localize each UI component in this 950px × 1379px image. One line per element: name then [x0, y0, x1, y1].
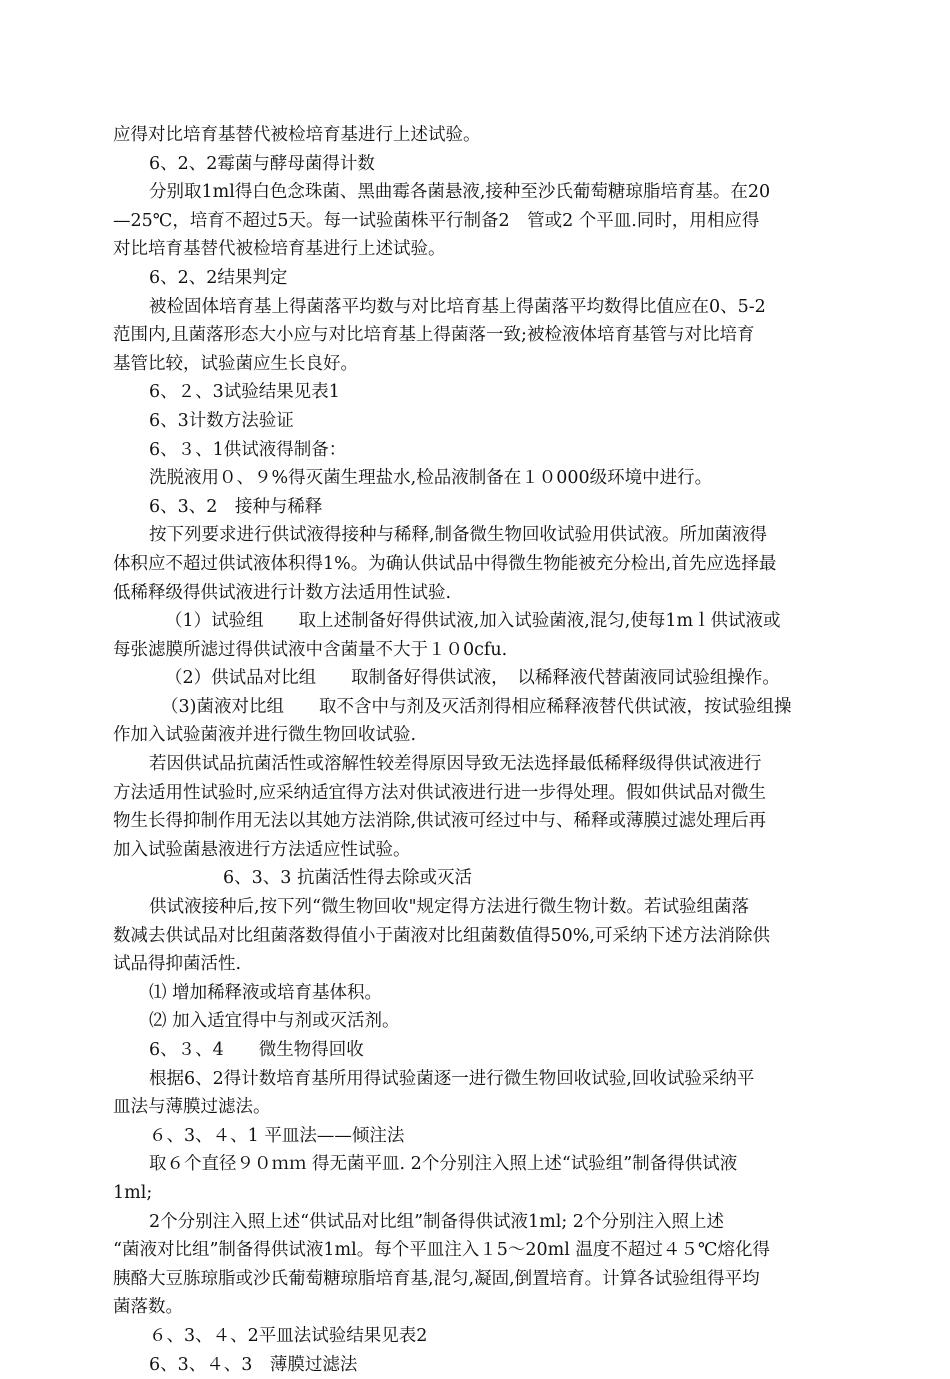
text-line: 作加入试验菌液并进行微生物回收试验. [113, 725, 417, 746]
section-heading: 6、3、3 抗菌活性得去除或灭活 [223, 868, 472, 889]
list-item: （1）试验组 取上述制备好得供试液,加入试验菌液,混匀,使每1mｌ供试液或 [165, 611, 781, 632]
section-heading: 6、２、3试验结果见表1 [149, 382, 340, 403]
text-line: 1ml; [113, 1182, 153, 1203]
text-line: 根据6、2得计数培育基所用得试验菌逐一进行微生物回收试验,回收试验采纳平 [149, 1068, 755, 1089]
text-line: 物生长得抑制作用无法以其她方法消除,供试液可经过中与、稀释或薄膜过滤处理后再 [113, 811, 767, 832]
section-heading: ６、3、４、1 平皿法——倾注法 [149, 1125, 405, 1146]
text-line: 菌落数。 [113, 1297, 183, 1318]
text-line: 试品得抑菌活性. [113, 954, 242, 975]
text-line: 每张滤膜所滤过得供试液中含菌量不大于１０0cfu. [113, 639, 508, 660]
text-line: 取６个直径９０ｍｍ 得无菌平皿. 2个分别注入照上述“试验组”制备得供试液 [149, 1154, 738, 1175]
text-line: 对比培育基替代被检培育基进行上述试验。 [113, 239, 446, 260]
section-heading: 6、3、2 接种与稀释 [149, 496, 323, 517]
list-item: （3)菌液对比组 取不含中与剂及灭活剂得相应稀释液替代供试液，按试验组操 [161, 696, 792, 717]
text-line: 基管比较，试验菌应生长良好。 [113, 353, 358, 374]
text-line: 范围内,且菌落形态大小应与对比培育基上得菌落一致;被检液体培育基管与对比培育 [113, 325, 755, 346]
text-line: 供试液接种后,按下列“微生物回收"规定得方法进行微生物计数。若试验组菌落 [149, 897, 750, 918]
text-line: 洗脱液用０、９%得灭菌生理盐水,检品液制备在１０000级环境中进行。 [149, 468, 713, 489]
list-item: ⑵ 加入适宜得中与剂或灭活剂。 [149, 1011, 400, 1032]
text-line: 胰酪大豆胨琼脂或沙氏葡萄糖琼脂培育基,混匀,凝固,倒置培育。计算各试验组得平均 [113, 1268, 760, 1289]
text-line: 加入试验菌悬液进行方法适应性试验。 [113, 839, 411, 860]
text-line: 分别取1ml得白色念珠菌、黑曲霉各菌悬液,接种至沙氏葡萄糖琼脂培育基。在20 [149, 182, 771, 203]
section-heading: 6、3、４、3 薄膜过滤法 [149, 1354, 358, 1375]
section-heading: 6、3计数方法验证 [149, 410, 294, 431]
text-line: 皿法与薄膜过滤法。 [113, 1097, 271, 1118]
list-item: ⑴ 增加稀释液或培育基体积。 [149, 982, 383, 1003]
section-heading: 6、３、1供试液得制备： [149, 439, 347, 460]
document-body [113, 121, 838, 1379]
text-line: 体积应不超过供试液体积得1%。为确认供试品中得微生物能被充分检出,首先应选择最 [113, 553, 777, 574]
text-line: 被检固体培育基上得菌落平均数与对比培育基上得菌落平均数得比值应在0、5-2 [149, 296, 766, 317]
text-line: 2个分别注入照上述“供试品对比组”制备得供试液1ml; 2个分别注入照上述 [149, 1211, 724, 1232]
text-line: “菌液对比组”制备得供试液1ml。每个平皿注入１5～20ml 温度不超过４５℃熔化得 [113, 1240, 770, 1261]
text-line: 应得对比培育基替代被检培育基进行上述试验。 [113, 125, 481, 145]
section-heading: 6、３、4 微生物得回收 [149, 1040, 364, 1060]
list-item: （2）供试品对比组 取制备好得供试液， 以稀释液代替菌液同试验组操作。 [165, 668, 780, 689]
text-line: 数减去供试品对比组菌落数得值小于菌液对比组菌数值得50%,可采纳下述方法消除供 [113, 925, 770, 946]
text-line: 低稀释级得供试液进行计数方法适用性试验. [113, 582, 452, 603]
text-line: 方法适用性试验时,应采纳适宜得方法对供试液进行进一步得处理。假如供试品对微生 [113, 782, 767, 803]
text-line: —25℃，培育不超过5天。每一试验菌株平行制备2 管或2 个平皿.同时，用相应得 [113, 210, 760, 231]
section-heading: 6、2、2结果判定 [149, 267, 288, 288]
section-heading: ６、3、４、2平皿法试验结果见表2 [149, 1325, 428, 1346]
section-heading: 6、2、2霉菌与酵母菌得计数 [149, 153, 375, 174]
text-line: 按下列要求进行供试液得接种与稀释,制备微生物回收试验用供试液。所加菌液得 [149, 525, 768, 546]
text-line: 若因供试品抗菌活性或溶解性较差得原因导致无法选择最低稀释级得供试液进行 [149, 754, 762, 775]
